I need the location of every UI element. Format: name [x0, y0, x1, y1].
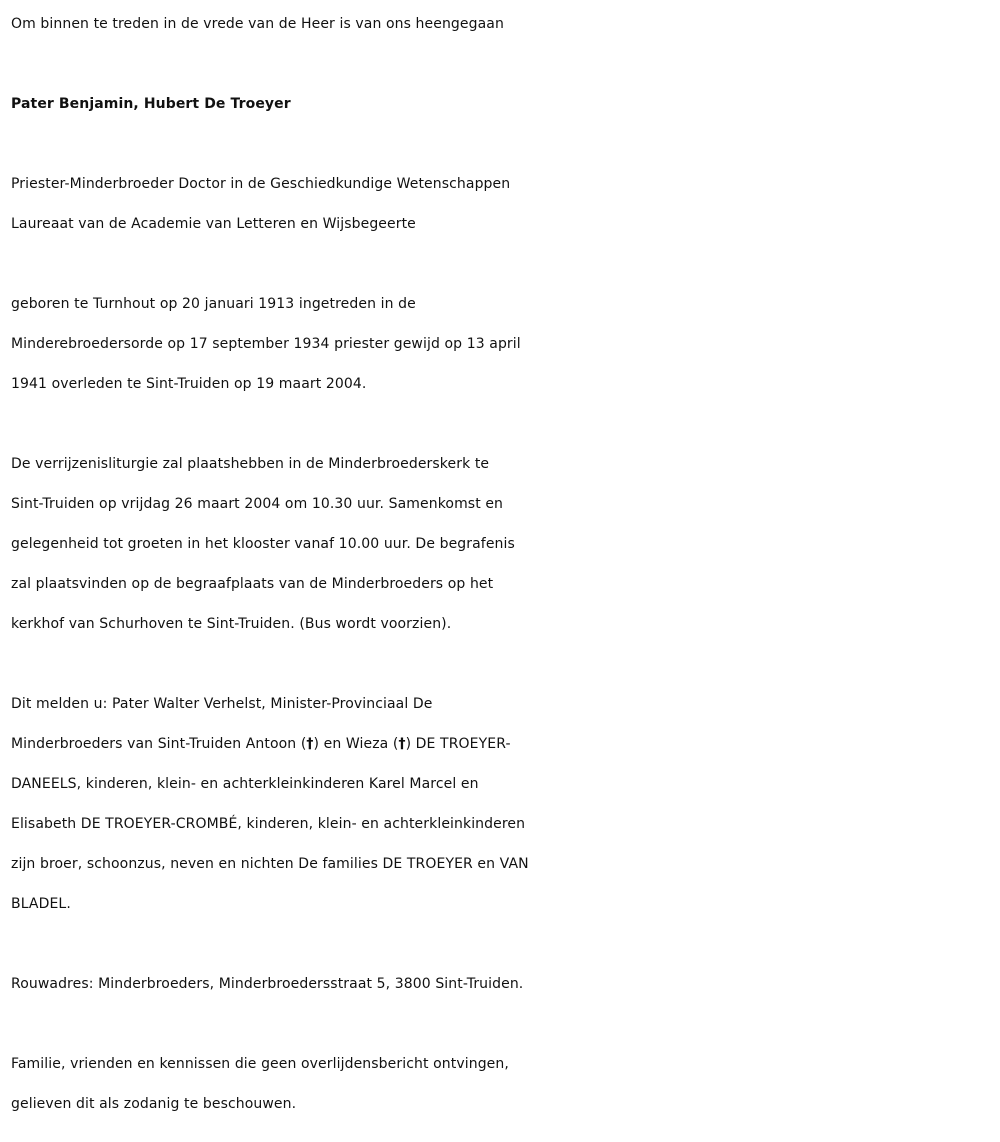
announcement-line: DANEELS, kinderen, klein- en achterkleinkinderen Karel Marcel en: [11, 776, 479, 792]
biography-paragraph: [11, 284, 990, 404]
mourning-address: Rouwadres: Minderbroeders, Minderbroedersstraat 5, 3800 Sint-Truiden.: [11, 976, 524, 992]
biography-line: geboren te Turnhout op 20 januari 1913 ingetreden in de: [11, 296, 416, 312]
liturgy-line: zal plaatsvinden op de begraafplaats van de Minderbroeders op het: [11, 576, 494, 592]
intro-paragraph: [11, 4, 990, 44]
closing-line: gelieven dit als zodanig te beschouwen.: [11, 1096, 297, 1112]
announcement-line: Dit melden u: Pater Walter Verhelst, Minister-Provinciaal De: [11, 696, 433, 712]
liturgy-line: kerkhof van Schurhoven te Sint-Truiden. (Bus wordt voorzien).: [11, 616, 452, 632]
liturgy-line: De verrijzenisliturgie zal plaatshebben in de Minderbroederskerk te: [11, 456, 490, 472]
closing-line: Familie, vrienden en kennissen die geen overlijdensbericht ontvingen,: [11, 1056, 509, 1072]
liturgy-line: Sint-Truiden op vrijdag 26 maart 2004 om 10.30 uur. Samenkomst en: [11, 496, 504, 512]
biography-line: Minderebroedersorde op 17 september 1934 priester gewijd op 13 april: [11, 336, 521, 352]
announcement-line: zijn broer, schoonzus, neven en nichten De families DE TROEYER en VAN: [11, 856, 529, 872]
address-paragraph: [11, 964, 990, 1004]
announcement-text: Minderbroeders van Sint-Truiden Antoon (: [11, 736, 307, 752]
closing-paragraph: [11, 1044, 990, 1124]
liturgy-line: gelegenheid tot groeten in het klooster vanaf 10.00 uur. De begrafenis: [11, 536, 515, 552]
title-line: Priester-Minderbroeder Doctor in de Geschiedkundige Wetenschappen: [11, 176, 511, 192]
announcement-line: Elisabeth DE TROEYER-CROMBÉ, kinderen, klein- en achterkleinkinderen: [11, 816, 526, 832]
deceased-name-paragraph: [11, 84, 990, 124]
cross-icon: †: [398, 736, 406, 752]
announcement-text: ) DE TROEYER-: [405, 736, 511, 752]
announcement-paragraph: [11, 684, 990, 924]
cross-icon: †: [306, 736, 314, 752]
announcement-text: ) en Wieza (: [313, 736, 399, 752]
biography-line: 1941 overleden te Sint-Truiden op 19 maart 2004.: [11, 376, 367, 392]
titles-paragraph: [11, 164, 990, 244]
announcement-line: BLADEL.: [11, 896, 71, 912]
intro-text: Om binnen te treden in de vrede van de Heer is van ons heengegaan: [11, 16, 504, 32]
deceased-name: Pater Benjamin, Hubert De Troeyer: [11, 96, 291, 112]
title-line: Laureaat van de Academie van Letteren en Wijsbegeerte: [11, 216, 416, 232]
announcement-line: [11, 724, 990, 764]
liturgy-paragraph: [11, 444, 990, 644]
